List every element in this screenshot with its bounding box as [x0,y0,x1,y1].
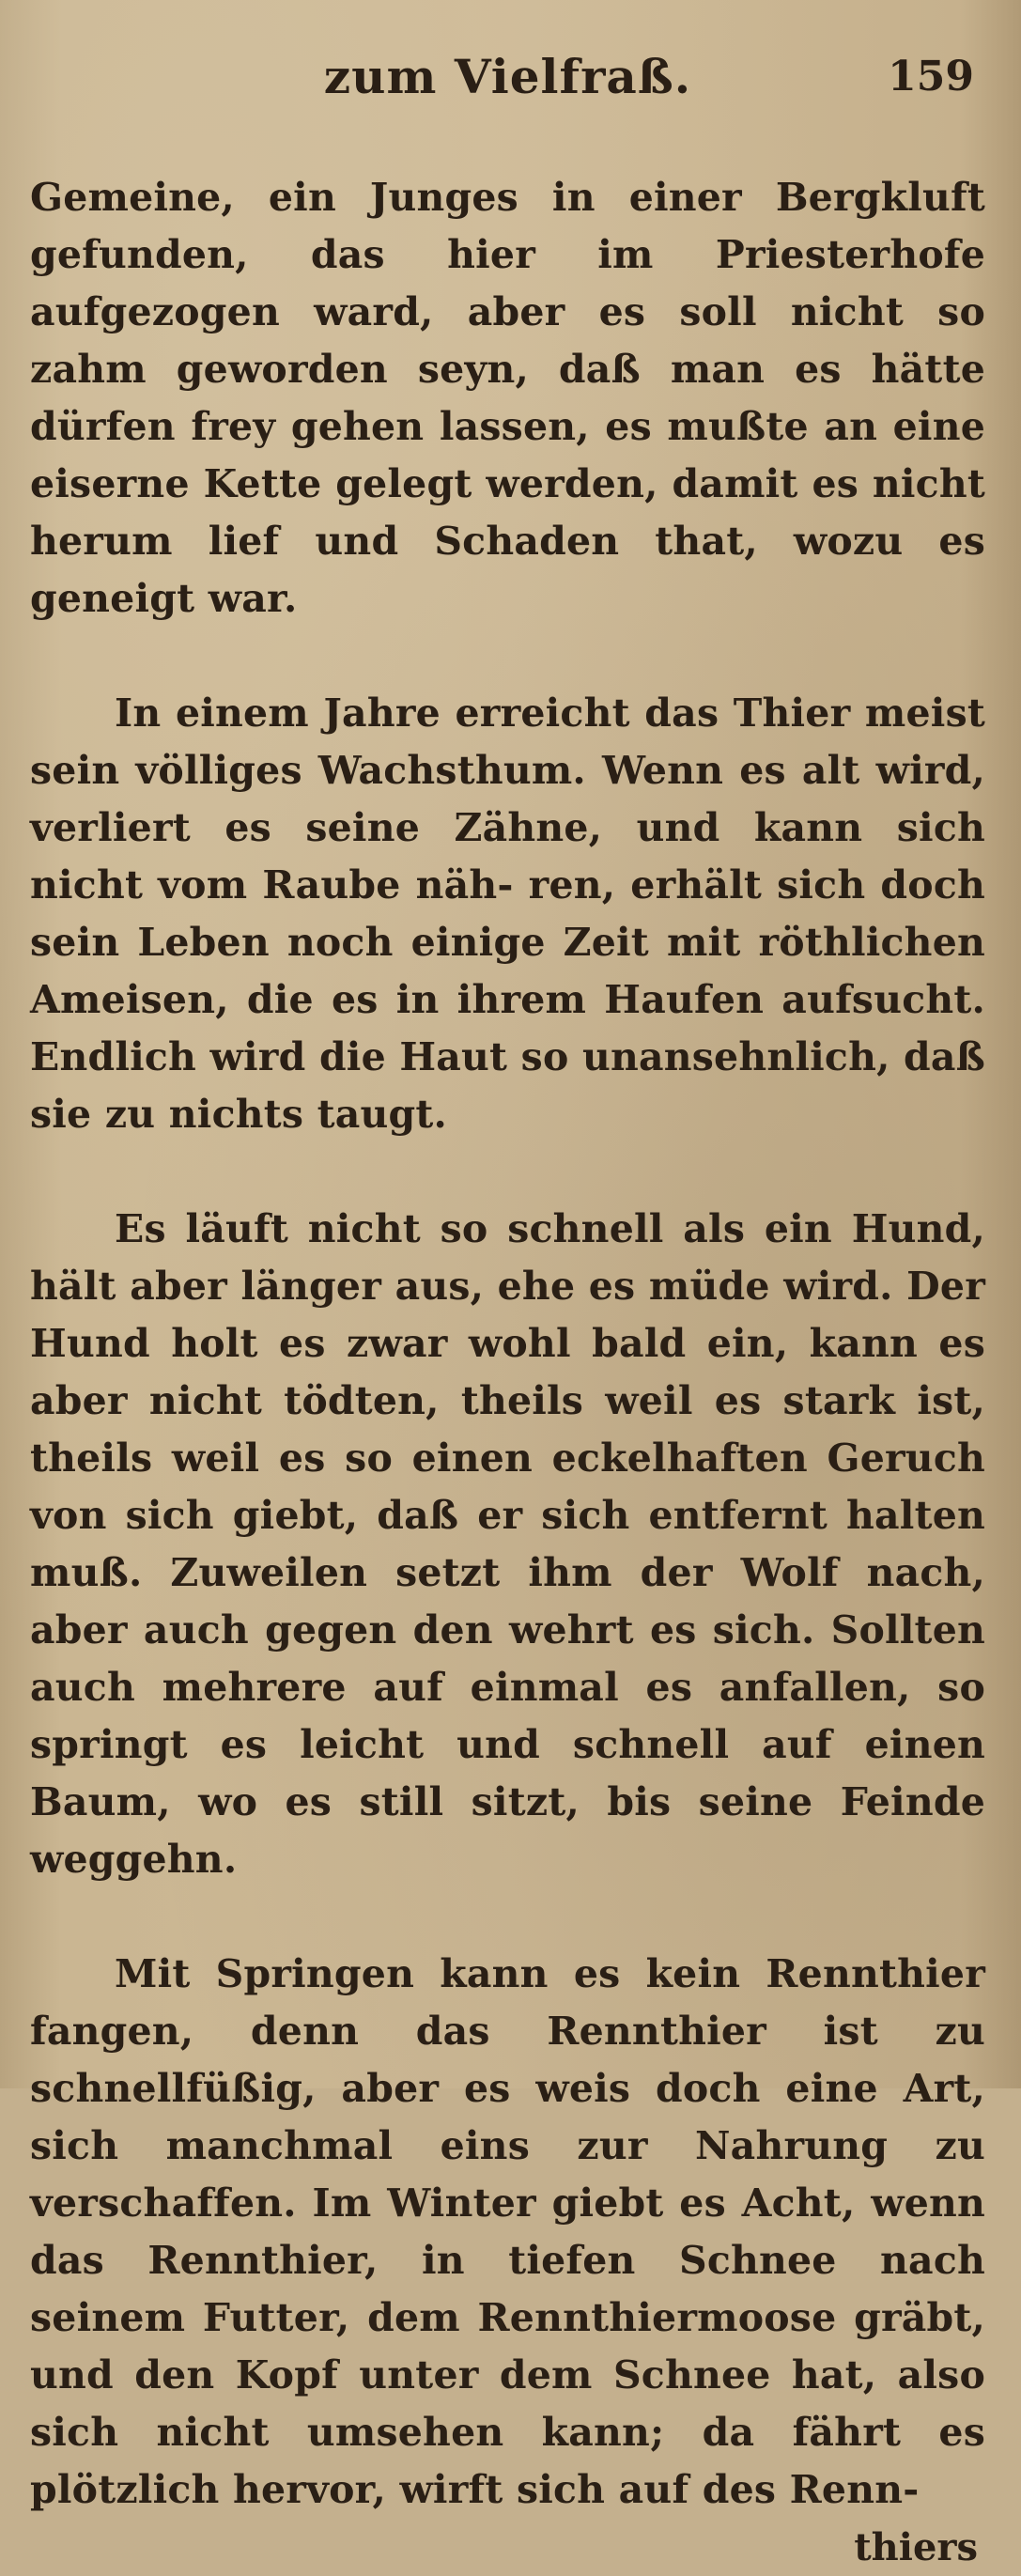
paragraph: In einem Jahre erreicht das Thier meist sein völliges Wachsthum. Wenn es alt wird, verliert es seine Zähne, und kann sich nicht vom Raube näh- ren, erhält sich doch sein Leben noch einige Zeit mit röthlichen Ameisen, die es in ihrem Haufen aufsucht. Endlich wird die Haut so unansehnlich, daß sie zu nichts taugt. [30,691,986,1137]
running-title: zum Vielfraß. [323,49,692,104]
paragraph: Mit Springen kann es kein Rennthier fangen, denn das Rennthier ist zu schnellfüßig, aber es weis doch eine Art, sich manchmal eins zur Nahrung zu verschaffen. Im Winter giebt es Acht, wenn das Rennthier, in tiefen Schnee nach seinem Futter, dem Rennthiermoose gräbt, und den Kopf unter dem Schnee hat, also sich nicht umsehen kann; da fährt es plötzlich hervor, wirft sich auf des Renn- [30,1951,985,2512]
paragraph-continued: Gemeine, ein Junges in einer Bergkluft gefunden, das hier im Priesterhofe aufgezogen ward, aber es soll nicht so zahm geworden seyn, daß man es hätte dürfen frey gehen lassen, es mußte an eine eiserne Kette gelegt werden, damit es nicht herum lief und Schaden that, wozu es geneigt war. [30,175,985,621]
page-number: 159 [888,53,974,101]
catchword: thiers [854,2525,978,2569]
page-header [30,49,985,132]
body-text [30,169,985,2519]
paragraph: Es läuft nicht so schnell als ein Hund, hält aber länger aus, ehe es müde wird. Der Hund holt es zwar wohl bald ein, kann es aber nicht tödten, theils weil es stark ist, theils weil es so einen eckelhaften Geruch von sich giebt, daß er sich entfernt halten muß. Zuweilen setzt ihm der Wolf nach, aber auch gegen den wehrt es sich. Sollten auch mehrere auf einmal es anfallen, so springt es leicht und schnell auf einen Baum, wo es still sitzt, bis seine Feinde weggehn. [30,1206,985,1882]
